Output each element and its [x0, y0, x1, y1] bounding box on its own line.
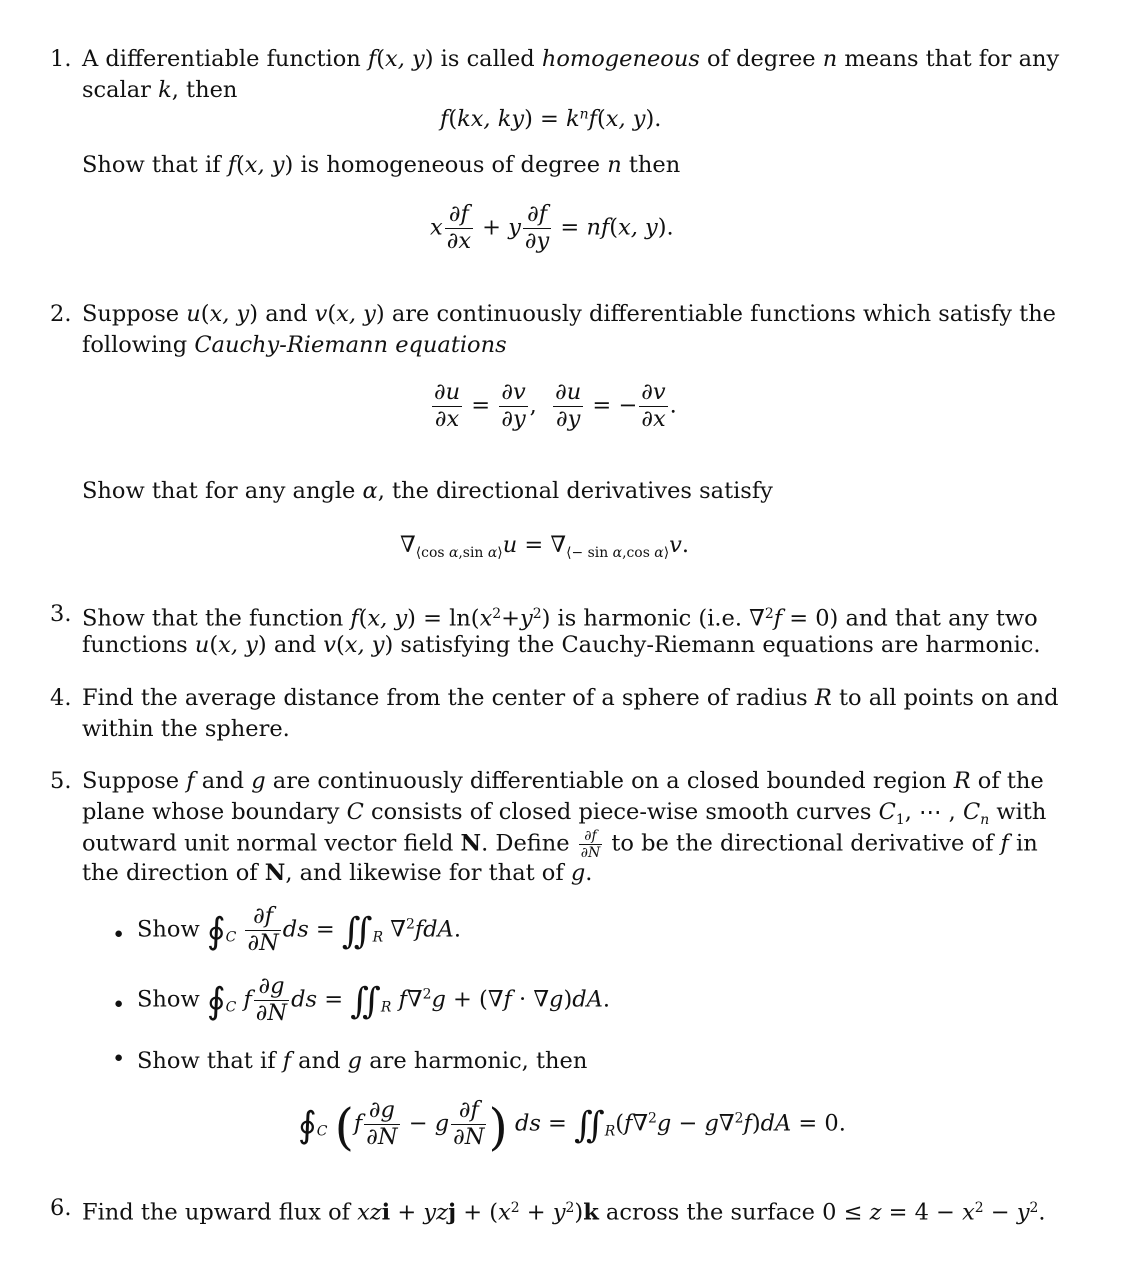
problem-6-number: 6.	[50, 1195, 72, 1221]
problem-2-line-3: Show that for any angle α, the directional derivatives satisfy	[82, 478, 773, 504]
problem-6-line-1: Find the upward flux of xzi + yzj + $(x^2 + y^2)k$ across the surface $0 \le z = 4 - x^2 - y^2$.	[82, 1199, 1046, 1226]
problem-4-number: 4.	[50, 685, 72, 711]
problem-2-equation-2: $\nabla_{⟨cos \alpha,sin \alpha⟩}u = \nabla_{⟨- sin \alpha,cos \alpha⟩}v$.	[400, 532, 690, 561]
problem-3-line-2: functions u(x, y) and v(x, y) satisfying the Cauchy-Riemann equations are harmonic.	[82, 632, 1041, 658]
bullet-1-marker: •	[112, 922, 126, 948]
problem-5-number: 5.	[50, 768, 72, 794]
problem-2-line-2: following Cauchy-Riemann equations	[82, 332, 507, 358]
problem-1-equation-2: x $\frac{\partial f}{\partial x}$ + y $\frac{\partial f}{\partial y}$ = nf(x, y).	[430, 201, 674, 254]
bullet-2-statement: Show $∮_C$ f $\frac{\partial g}{\partial N}$ ds = $∬_R$ f∇$^2$g + (∇f · ∇g)dA.	[137, 973, 611, 1026]
problem-5-line-3: outward unit normal vector field N. Define $\frac{\partial f}{\partial N}$ to be the directional derivative of f in	[82, 828, 1038, 862]
problem-4-line-2: within the sphere.	[82, 716, 290, 742]
bullet-2-marker: •	[112, 992, 126, 1018]
problem-5-line-2: plane whose boundary C consists of closed piece-wise smooth curves $C_1$, ⋯ , $C_n$ with	[82, 799, 1047, 828]
bullet-1-statement: Show $∮_C$ $\frac{\partial f}{\partial N}$ ds = $∬_R$ ∇$^2$fdA.	[137, 903, 461, 956]
problem-1-line-1: A differentiable function f(x, y) is called homogeneous of degree n means that for any	[82, 46, 1060, 72]
problem-1-equation-1: f(kx, $ky) = k^nf(x$, y).	[440, 106, 662, 132]
problem-1-number: 1.	[50, 46, 72, 72]
problem-4-line-1: Find the average distance from the center of a sphere of radius R to all points on and	[82, 685, 1059, 711]
problem-5-line-4: the direction of N, and likewise for that of g.	[82, 860, 593, 886]
problem-2-equation-1: $\frac{\partial u}{\partial x}$ = $\frac{\partial v}{\partial y}$ , $\frac{\partial u}{\partial y}$ = − $\frac{\partial v}{\partial x}$ .	[434, 379, 677, 432]
problem-5-final-equation: $∮_C$ (f $\frac{\partial g}{\partial N}$ − g $\frac{\partial f}{\partial N}$ ) ds = $∬_R(f\nabla^2g - g\nabla^2f)dA = 0$.	[298, 1097, 846, 1157]
bullet-3-statement: Show that if f and g are harmonic, then	[137, 1048, 588, 1074]
problem-3-number: 3.	[50, 601, 72, 627]
problem-5-line-1: Suppose f and g are continuously differentiable on a closed bounded region R of the	[82, 768, 1044, 794]
problem-2-line-1: Suppose u(x, y) and v(x, y) are continuously differentiable functions which satisfy the	[82, 301, 1056, 327]
problem-1-line-3: Show that if f(x, y) is homogeneous of degree n then	[82, 152, 681, 178]
problem-3-line-1: Show that the function f(x, $y) = \ln(x^2+y^2)$ is harmonic (i.e. ∇$^2$f = 0) and that any two	[82, 605, 1038, 632]
problem-2-number: 2.	[50, 301, 72, 327]
bullet-3-marker: •	[112, 1046, 126, 1072]
problem-1-line-2: scalar k, then	[82, 77, 238, 103]
